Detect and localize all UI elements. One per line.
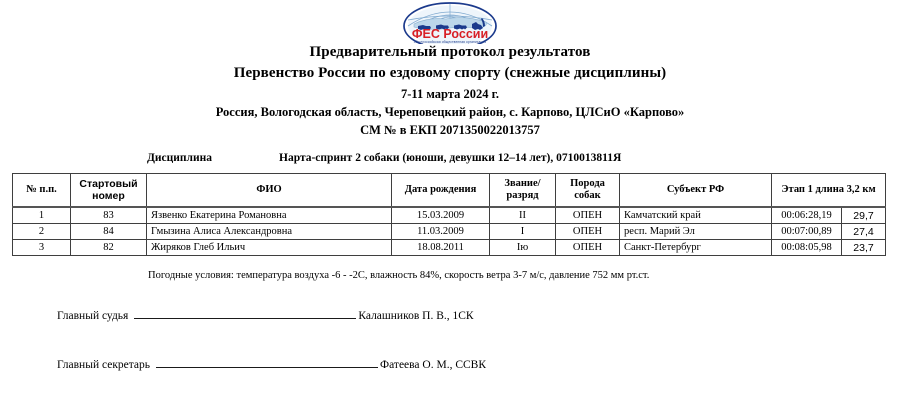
event-dates: 7-11 марта 2024 г. (401, 87, 499, 101)
judge-name: Калашников П. В., 1СК (358, 310, 474, 322)
signature-row-secretary (0, 356, 900, 371)
discipline-row (0, 152, 900, 168)
logo-brand-text: ФЕС России (411, 27, 489, 41)
col-header-bib: Стартовый номер (71, 174, 147, 208)
event-location: Россия, Вологодская область, Череповецкий район, с. Карпово, ЦЛСиО «Карпово» (215, 105, 685, 119)
cell-rank: I (490, 224, 556, 240)
col-header-birth: Дата рождения (392, 174, 490, 208)
cell-rank: II (490, 207, 556, 224)
cell-bib: 83 (71, 207, 147, 224)
cell-birth: 11.03.2009 (392, 224, 490, 240)
col-header-name: ФИО (147, 174, 392, 208)
discipline-value: Нарта-спринт 2 собаки (юноши, девушки 12–14 лет), 0710013811Я (279, 152, 622, 164)
col-header-breed: Порода собак (556, 174, 620, 208)
page-title: Предварительный протокол результатов (309, 44, 591, 60)
cell-place: 2 (13, 224, 71, 240)
cell-region: Камчатский край (620, 207, 772, 224)
event-ekp-number: СМ № в ЕКП 2071350022013757 (360, 123, 540, 137)
cell-name: Жиряков Глеб Ильич (147, 240, 392, 256)
col-header-stage: Этап 1 длина 3,2 км (772, 174, 886, 208)
page-subtitle: Первенство России по ездовому спорту (снежные дисциплины) (233, 65, 667, 81)
col-header-place: № п.п. (13, 174, 71, 208)
cell-place: 1 (13, 207, 71, 224)
cell-birth: 18.08.2011 (392, 240, 490, 256)
secretary-signature-line[interactable] (156, 356, 378, 368)
col-header-region: Субъект РФ (620, 174, 772, 208)
cell-name: Язвенко Екатерина Романовна (147, 207, 392, 224)
results-table (12, 173, 886, 256)
cell-name: Гмызина Алиса Александровна (147, 224, 392, 240)
document-header (0, 42, 900, 139)
logo-tagline: общероссийская общественная организация (413, 40, 487, 44)
cell-bib: 84 (71, 224, 147, 240)
discipline-label: Дисциплина (147, 152, 212, 164)
col-header-rank: Звание/ разряд (490, 174, 556, 208)
cell-speed: 23,7 (842, 240, 886, 256)
cell-time: 00:07:00,89 (772, 224, 842, 240)
secretary-name: Фатеева О. М., ССВК (380, 359, 487, 371)
judge-signature-line[interactable] (134, 307, 356, 319)
cell-breed: ОПЕН (556, 240, 620, 256)
cell-region: Санкт-Петербург (620, 240, 772, 256)
cell-region: респ. Марий Эл (620, 224, 772, 240)
cell-birth: 15.03.2009 (392, 207, 490, 224)
fes-russia-logo (390, 2, 510, 44)
cell-bib: 82 (71, 240, 147, 256)
secretary-label: Главный секретарь (57, 359, 151, 371)
results-table-container (12, 173, 885, 256)
table-row[interactable] (13, 240, 886, 256)
cell-breed: ОПЕН (556, 207, 620, 224)
logo-container (0, 0, 900, 44)
judge-label: Главный судья (57, 310, 129, 322)
cell-breed: ОПЕН (556, 224, 620, 240)
weather-conditions: Погодные условия: температура воздуха -6 - -2С, влажность 84%, скорость ветра 3-7 м/с, давление 752 мм рт.ст. (148, 270, 650, 281)
signature-row-judge (0, 307, 900, 322)
cell-speed: 27,4 (842, 224, 886, 240)
cell-place: 3 (13, 240, 71, 256)
table-row[interactable] (13, 207, 886, 224)
cell-rank: Iю (490, 240, 556, 256)
table-body (13, 207, 886, 256)
cell-speed: 29,7 (842, 207, 886, 224)
cell-time: 00:08:05,98 (772, 240, 842, 256)
table-header-row (13, 174, 886, 208)
cell-time: 00:06:28,19 (772, 207, 842, 224)
table-row[interactable] (13, 224, 886, 240)
